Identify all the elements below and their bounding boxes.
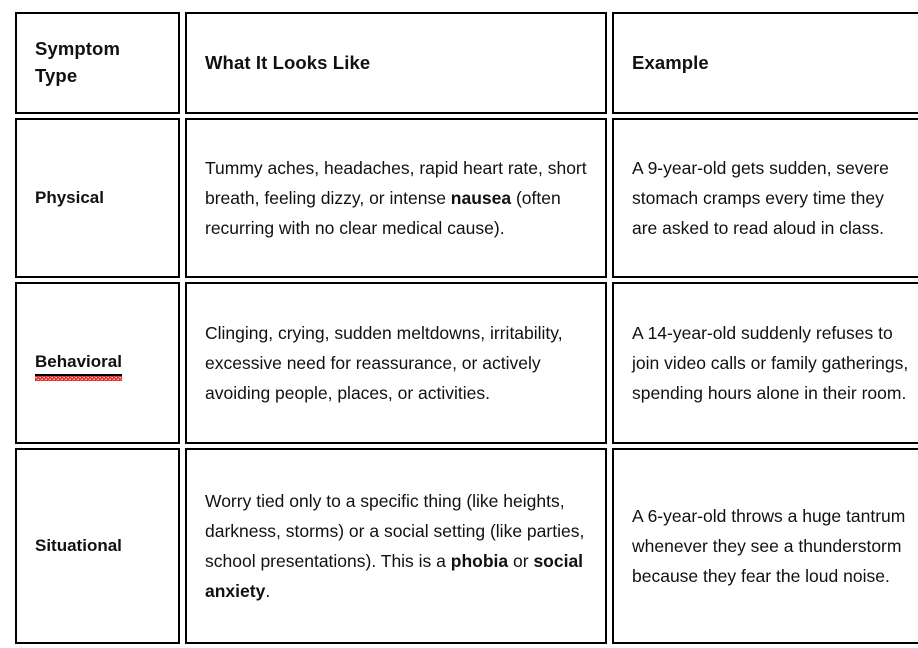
cell-what-it-looks-like-physical — [185, 118, 607, 278]
column-header-symptom-type-line1: Symptom — [35, 38, 120, 60]
table-row — [15, 118, 918, 278]
table-row — [15, 282, 918, 444]
rich-text-behavioral-looks — [205, 323, 563, 403]
table-header-row — [15, 12, 918, 114]
cell-example-physical: A 9-year-old gets sudden, severe stomach cramps every time they are asked to read aloud in class. — [612, 118, 918, 278]
text-run: . — [265, 581, 271, 602]
emphasized-term: nausea — [450, 187, 512, 208]
table-row — [15, 448, 918, 644]
text-run: or — [508, 551, 534, 571]
text-run: Worry tied only to a specific thing (like heights, darkness, storms) or a social setting (like parties, school presentations). This is a — [205, 490, 585, 571]
row-label-physical — [15, 118, 180, 278]
row-label-text-misspelled: Behavioral — [35, 350, 122, 377]
cell-what-it-looks-like-behavioral — [185, 282, 607, 444]
text-run: Tummy aches, headaches, rapid heart rate, short breath, feeling dizzy, or intense — [205, 157, 587, 208]
text-run: Clinging, crying, sudden meltdowns, irritability, excessive need for reassurance, or actively avoiding people, places, or activities. — [205, 322, 563, 404]
emphasized-term: phobia — [450, 551, 509, 571]
column-header-symptom-type-line2: Type — [35, 65, 78, 86]
cell-example-behavioral: A 14-year-old suddenly refuses to join video calls or family gatherings, spending hours alone in their room. — [612, 282, 918, 444]
rich-text-situational-looks — [205, 491, 584, 601]
emphasized-term: social anxiety — [205, 551, 584, 602]
row-label-text: Physical — [35, 188, 104, 208]
text-run: (often recurring with no clear medical cause). — [205, 187, 561, 239]
row-label-behavioral — [15, 282, 180, 444]
row-label-situational — [15, 448, 180, 644]
column-header-what-it-looks-like: What It Looks Like — [185, 12, 607, 114]
cell-example-situational: A 6-year-old throws a huge tantrum whenever they see a thunderstorm because they fear the loud noise. — [612, 448, 918, 644]
column-header-example: Example — [612, 12, 918, 114]
row-label-text: Situational — [35, 536, 122, 556]
cell-what-it-looks-like-situational — [185, 448, 607, 644]
rich-text-physical-looks — [205, 158, 587, 238]
column-header-symptom-type — [15, 12, 180, 114]
symptom-type-table — [10, 8, 918, 648]
